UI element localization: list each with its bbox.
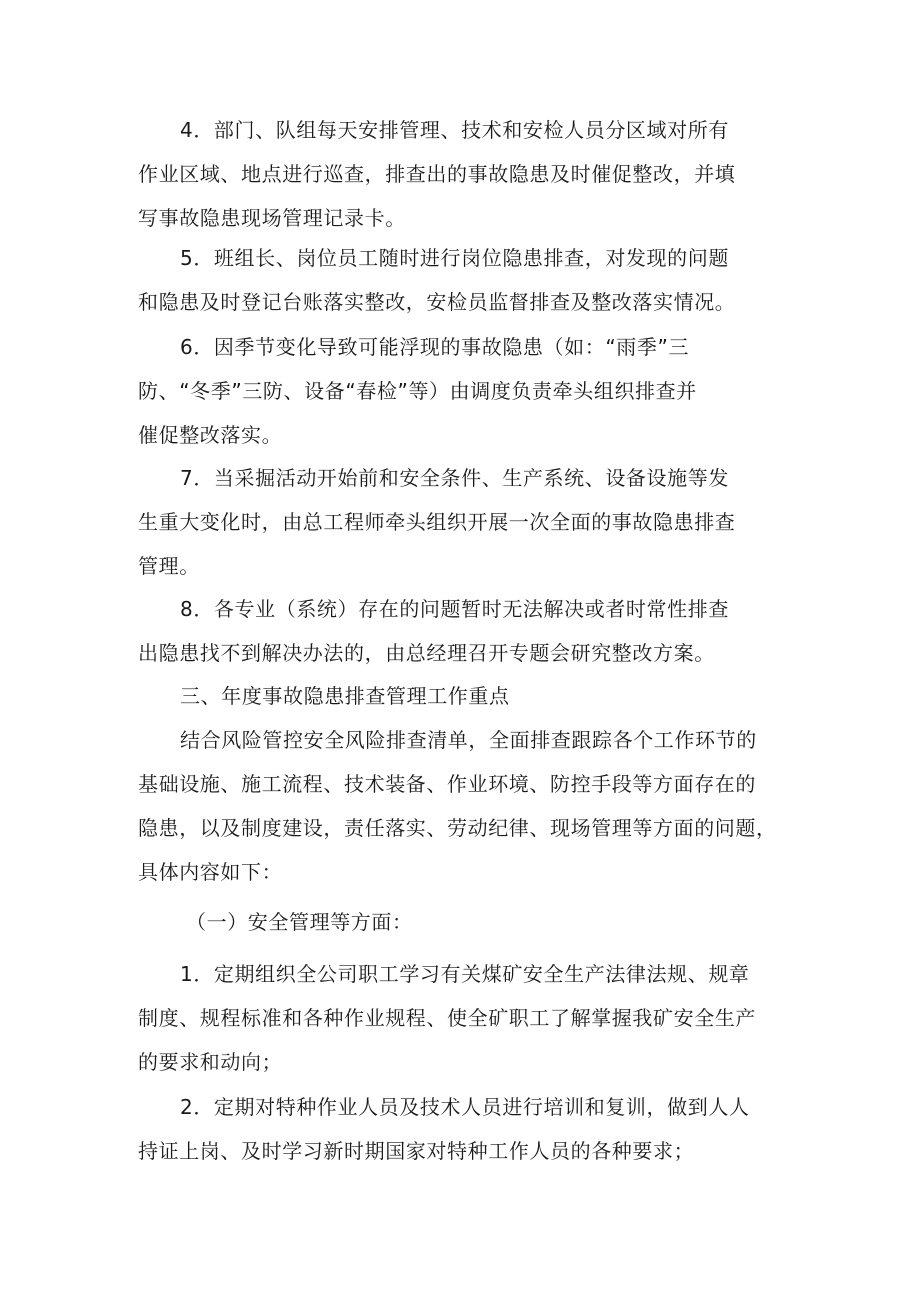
text-line: 催促整改落实。 [138,423,283,447]
text-line: 结合风险管控安全风险排查清单，全面排查跟踪各个工作环节的 [180,728,757,752]
text-line: 6．因季节变化导致可能浮现的事故隐患（如：“雨季”三 [180,335,690,359]
text-line: 1．定期组织全公司职工学习有关煤矿安全生产法律法规、规章 [180,962,750,986]
text-line: 生重大变化时，由总工程师牵头组织开展一次全面的事故隐患排查 [138,510,736,534]
text-line: 写事故隐患现场管理记录卡。 [138,206,406,230]
section-heading [138,674,778,718]
section-title: 三、年度事故隐患排查管理工作重点 [180,684,510,708]
text-line: 隐患，以及制度建设，责任落实、劳动纪律、现场管理等方面的问题， [138,816,777,840]
subsection-title: （一）安全管理等方面： [186,910,413,934]
text-line: 4．部门、队组每天安排管理、技术和安检人员分区域对所有 [180,118,729,142]
paragraph-item-7 [138,456,778,588]
text-line: 出隐患找不到解决办法的，由总经理召开专题会研究整改方案。 [138,641,715,665]
paragraph-sub-item-2 [138,1085,778,1173]
text-line: 和隐患及时登记台账落实整改，安检员监督排查及整改落实情况。 [138,290,736,314]
text-line: 5．班组长、岗位员工随时进行岗位隐患排查，对发现的问题 [180,246,729,270]
text-line: 持证上岗、及时学习新时期国家对特种工作人员的各种要求； [138,1139,695,1163]
text-line: 的要求和动向； [138,1050,283,1074]
text-line: 具体内容如下： [138,860,283,884]
paragraph-section-intro [138,718,778,894]
text-line: 7．当采掘活动开始前和安全条件、生产系统、设备设施等发 [180,466,729,490]
text-line: 作业区域、地点进行巡查，排查出的事故隐患及时催促整改，并填 [138,162,736,186]
paragraph-item-4 [138,108,778,240]
text-line: 8．各专业（系统）存在的问题暂时无法解决或者时常性排查 [180,597,729,621]
text-line: 基础设施、施工流程、技术装备、作业环境、防控手段等方面存在的 [138,772,756,796]
text-line: 管理。 [138,554,200,578]
paragraph-item-5 [138,236,778,324]
paragraph-item-6 [138,325,778,457]
text-line: 制度、规程标准和各种作业规程、使全矿职工了解掌握我矿安全生产 [138,1006,756,1030]
paragraph-sub-item-1 [138,952,778,1084]
paragraph-item-8 [138,587,778,675]
text-line: 防、“冬季”三防、设备“春检”等）由调度负责牵头组织排查并 [138,379,697,403]
subsection-heading [138,900,778,944]
text-line: 2．定期对特种作业人员及技术人员进行培训和复训，做到人人 [180,1095,750,1119]
